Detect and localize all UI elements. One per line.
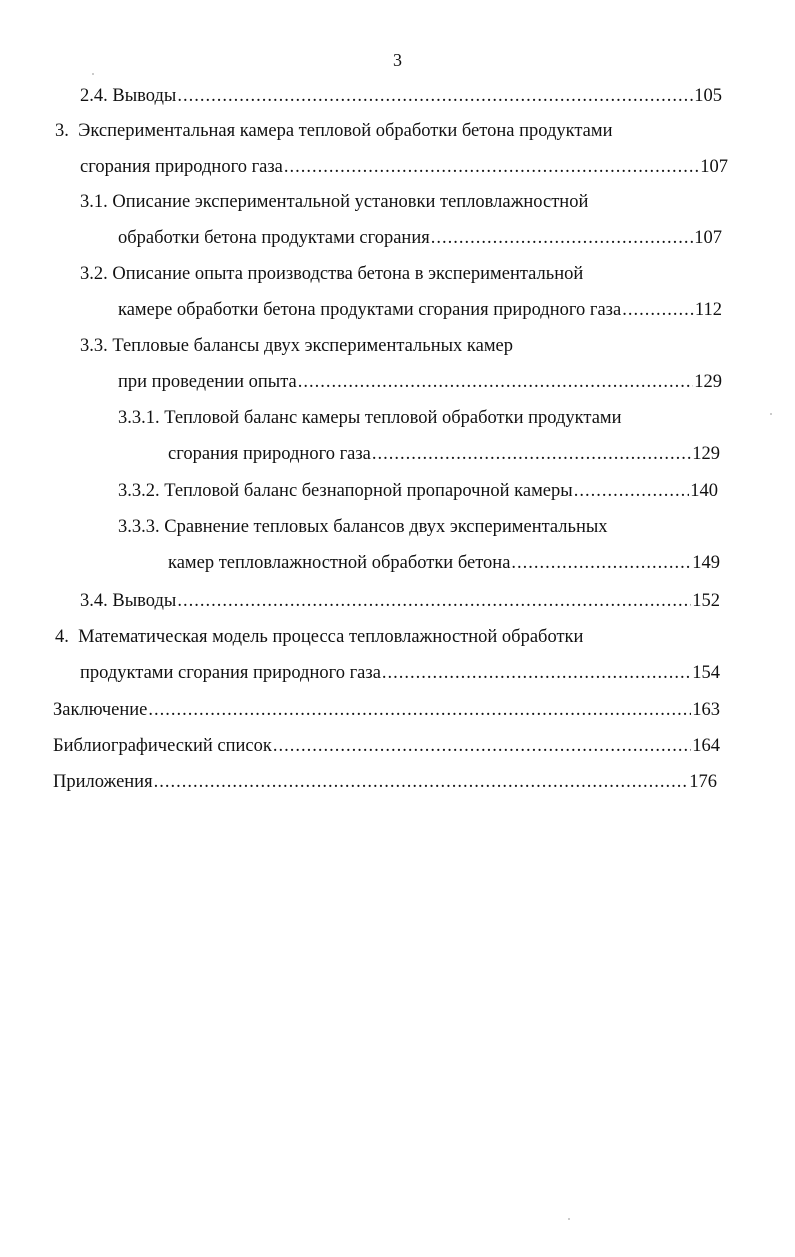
toc-title: Тепловой баланс безнапорной пропарочной камеры	[164, 481, 573, 501]
toc-leader	[177, 589, 691, 613]
toc-number: 3.3.2.	[118, 481, 160, 501]
toc-number: 3.3.	[80, 336, 108, 356]
toc-leader	[382, 661, 691, 685]
toc-entry-3-3-2	[118, 479, 718, 503]
scan-speck	[770, 413, 772, 415]
toc-entry-4-line1	[55, 625, 583, 649]
toc-page: 129	[692, 444, 720, 464]
toc-page: 107	[694, 228, 722, 248]
toc-title: Математическая модель процесса тепловлажностной обработки	[78, 627, 584, 647]
toc-title: Выводы	[112, 86, 177, 106]
toc-title: Выводы	[112, 591, 177, 611]
toc-leader	[148, 698, 691, 722]
toc-title: Описание экспериментальной установки тепловлажностной	[112, 192, 589, 212]
toc-title: Тепловые балансы двух экспериментальных камер	[112, 336, 514, 356]
toc-leader	[622, 298, 694, 322]
toc-title-cont: при проведении опыта	[118, 372, 297, 392]
toc-title-cont: сгорания природного газа	[168, 444, 371, 464]
toc-entry-4-line2	[80, 661, 720, 685]
toc-title-cont: продуктами сгорания природного газа	[80, 663, 381, 683]
toc-page: 152	[692, 591, 720, 611]
toc-entry-3-line2	[80, 155, 728, 179]
toc-title: Тепловой баланс камеры тепловой обработки продуктами	[164, 408, 622, 428]
toc-title-cont: обработки бетона продуктами сгорания	[118, 228, 430, 248]
toc-entry-3-2-line1	[80, 262, 583, 286]
toc-page: 112	[694, 300, 722, 320]
toc-entry-3-1-line2	[118, 226, 722, 250]
toc-leader	[574, 479, 690, 503]
toc-page: 163	[692, 700, 720, 720]
toc-title: Экспериментальная камера тепловой обработки бетона продуктами	[78, 121, 613, 141]
toc-leader	[177, 84, 693, 108]
toc-number: 3.2.	[80, 264, 108, 284]
toc-entry-appendices	[53, 770, 717, 794]
toc-page: 105	[694, 86, 722, 106]
toc-entry-3-1-line1	[80, 190, 588, 214]
toc-leader	[298, 370, 694, 394]
toc-title: Заключение	[53, 700, 148, 720]
toc-entry-3-3-3-line1	[118, 515, 608, 539]
toc-page: 154	[692, 663, 720, 683]
toc-leader	[284, 155, 699, 179]
toc-entry-3-4	[80, 589, 720, 613]
toc-leader	[273, 734, 691, 758]
toc-title: Сравнение тепловых балансов двух экспериментальных	[164, 517, 608, 537]
toc-number: 3.3.3.	[118, 517, 160, 537]
toc-leader	[372, 442, 691, 466]
toc-number: 3.4.	[80, 591, 108, 611]
toc-number: 3.	[55, 121, 69, 141]
page-number: 3	[393, 50, 402, 70]
toc-entry-3-3-1-line2	[168, 442, 720, 466]
toc-number: 3.1.	[80, 192, 108, 212]
toc-entry-3-line1	[55, 119, 613, 143]
toc-entry-conclusion	[53, 698, 720, 722]
toc-page: 129	[694, 372, 722, 392]
toc-leader	[154, 770, 689, 794]
toc-number: 3.3.1.	[118, 408, 160, 428]
toc-page: 164	[692, 736, 720, 756]
toc-number: 2.4.	[80, 86, 108, 106]
toc-title-cont: сгорания природного газа	[80, 157, 283, 177]
toc-page: 149	[692, 553, 720, 573]
toc-entry-3-2-line2	[118, 298, 722, 322]
toc-page: 176	[689, 772, 717, 792]
toc-title: Библиографический список	[53, 736, 272, 756]
toc-number: 4.	[55, 627, 69, 647]
toc-page: 107	[700, 157, 728, 177]
toc-entry-2-4	[80, 84, 722, 108]
scan-speck	[92, 73, 94, 75]
toc-title-cont: камере обработки бетона продуктами сгорания природного газа	[118, 300, 622, 320]
toc-entry-3-3-3-line2	[168, 551, 720, 575]
toc-title: Приложения	[53, 772, 153, 792]
toc-entry-3-3-line2	[118, 370, 722, 394]
scan-speck	[568, 1218, 570, 1220]
toc-page: 140	[690, 481, 718, 501]
toc-entry-3-3-line1	[80, 334, 513, 358]
toc-title-cont: камер тепловлажностной обработки бетона	[168, 553, 511, 573]
toc-entry-bibliography	[53, 734, 720, 758]
toc-leader	[431, 226, 694, 250]
toc-leader	[511, 551, 691, 575]
toc-entry-3-3-1-line1	[118, 406, 622, 430]
toc-title: Описание опыта производства бетона в экспериментальной	[112, 264, 584, 284]
